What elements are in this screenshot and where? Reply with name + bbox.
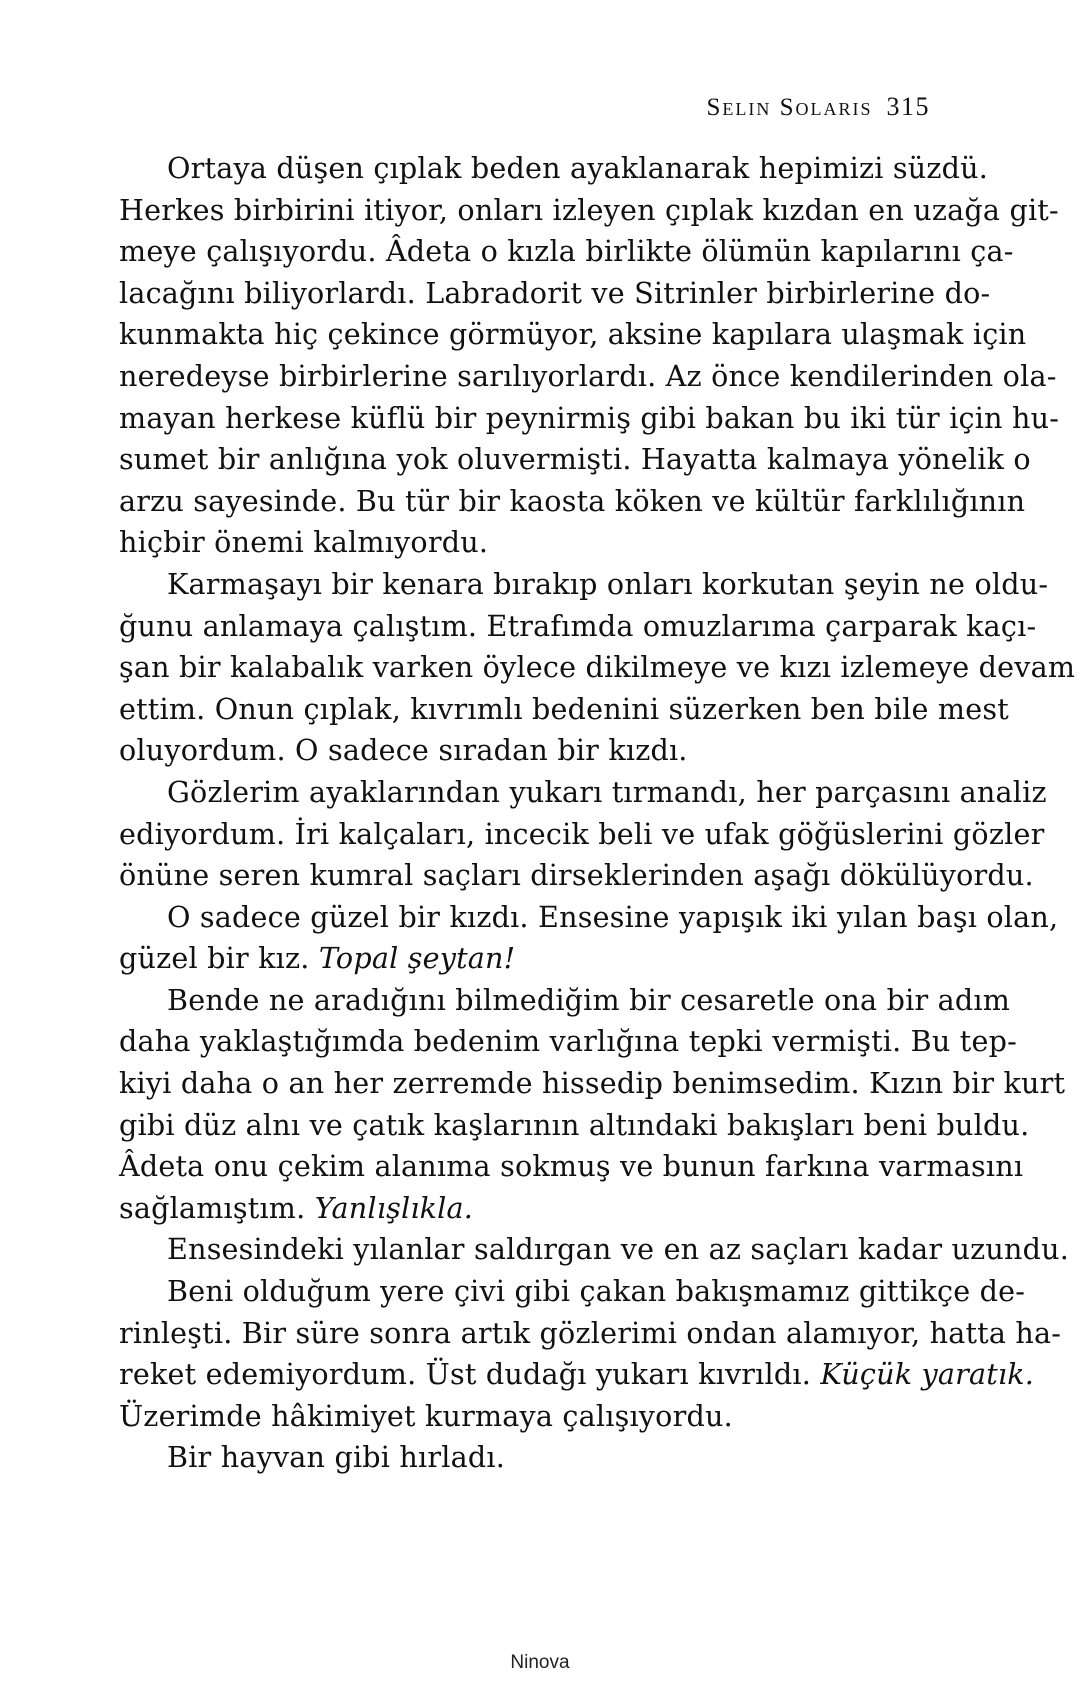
text-line: oluyordum. O sadece sıradan bir kızdı. xyxy=(119,733,688,768)
text-line: O sadece güzel bir kızdı. Ensesine yapışık iki yılan başı olan, xyxy=(167,899,1059,934)
page-number: 315 xyxy=(886,92,930,121)
text-line: ettim. Onun çıplak, kıvrımlı bedenini süzerken ben bile mest xyxy=(119,691,1009,726)
text-line: Ortaya düşen çıplak beden ayaklanarak hepimizi süzdü. xyxy=(167,151,989,185)
text-line: arzu sayesinde. Bu tür bir kaosta köken ve kültür farklılığının xyxy=(119,483,1026,518)
text-line: ediyordum. İri kalçaları, incecik beli ve ufak göğüslerini gözler xyxy=(119,816,1045,851)
text-line: Gözlerim ayaklarından yukarı tırmandı, her parçasını analiz xyxy=(167,774,1047,809)
text-line: Üzerimde hâkimiyet kurmaya çalışıyordu. xyxy=(119,1398,733,1433)
text-line: Karmaşayı bir kenara bırakıp onları korkutan şeyin ne oldu- xyxy=(167,566,1049,601)
text-line xyxy=(119,1188,949,1230)
italic-text: Küçük yaratık. xyxy=(820,1357,1035,1392)
text-line: Ensesindeki yılanlar saldırgan ve en az saçları kadar uzundu. xyxy=(167,1232,1070,1267)
text-line: gibi düz alnı ve çatık kaşlarının altındaki bakışları beni buldu. xyxy=(119,1107,1030,1142)
text-span: güzel bir kız. xyxy=(119,941,310,976)
text-line: neredeyse birbirlerine sarılıyorlardı. Az önce kendilerinden ola- xyxy=(119,358,1057,393)
italic-text: Topal şeytan! xyxy=(318,941,516,976)
body-text xyxy=(119,148,1076,1479)
text-line: rinleşti. Bir süre sonra artık gözlerimi ondan alamıyor, hatta ha- xyxy=(119,1315,1062,1350)
italic-text: Yanlışlıkla. xyxy=(314,1190,474,1225)
text-line: sumet bir anlığına yok oluvermişti. Hayatta kalmaya yönelik o xyxy=(119,442,1031,477)
text-line: ğunu anlamaya çalıştım. Etrafımda omuzlarıma çarparak kaçı- xyxy=(119,608,1037,643)
text-line: mayan herkese küflü bir peynirmiş gibi bakan bu iki tür için hu- xyxy=(119,400,1060,435)
text-span: reket edemiyordum. Üst dudağı yukarı kıvrıldı. xyxy=(119,1357,812,1392)
text-span: sağlamıştım. xyxy=(119,1190,306,1225)
text-line: kiyi daha o an her zerremde hissedip benimsedim. Kızın bir kurt xyxy=(119,1066,1066,1101)
text-line: kunmakta hiç çekince görmüyor, aksine kapılara ulaşmak için xyxy=(119,317,1027,352)
publisher-footer: Ninova xyxy=(510,1652,570,1673)
text-line xyxy=(119,1354,1035,1396)
text-line: önüne seren kumral saçları dirseklerinden aşağı dökülüyordu. xyxy=(119,858,1034,893)
text-line: Herkes birbirini itiyor, onları izleyen çıplak kızdan en uzağa git- xyxy=(119,192,1059,227)
text-line: Beni olduğum yere çivi gibi çakan bakışmamız gittikçe de- xyxy=(167,1274,1026,1309)
page-header xyxy=(706,92,930,122)
text-line: daha yaklaştığımda bedenim varlığına tepki vermişti. Bu tep- xyxy=(119,1024,1017,1059)
text-line: şan bir kalabalık varken öylece dikilmeye ve kızı izlemeye devam xyxy=(119,650,1076,685)
text-line: Bende ne aradığını bilmediğim bir cesaretle ona bir adım xyxy=(167,982,1011,1017)
running-title: Selin Solaris xyxy=(706,94,873,121)
text-line: Âdeta onu çekim alanıma sokmuş ve bunun farkına varmasını xyxy=(119,1149,1024,1184)
text-line: Bir hayvan gibi hırladı. xyxy=(167,1440,505,1475)
text-line xyxy=(119,938,949,980)
text-line: hiçbir önemi kalmıyordu. xyxy=(119,525,489,560)
text-line: meye çalışıyordu. Âdeta o kızla birlikte ölümün kapılarını ça- xyxy=(119,234,1014,269)
text-line: lacağını biliyorlardı. Labradorit ve Sitrinler birbirlerine do- xyxy=(119,275,991,310)
